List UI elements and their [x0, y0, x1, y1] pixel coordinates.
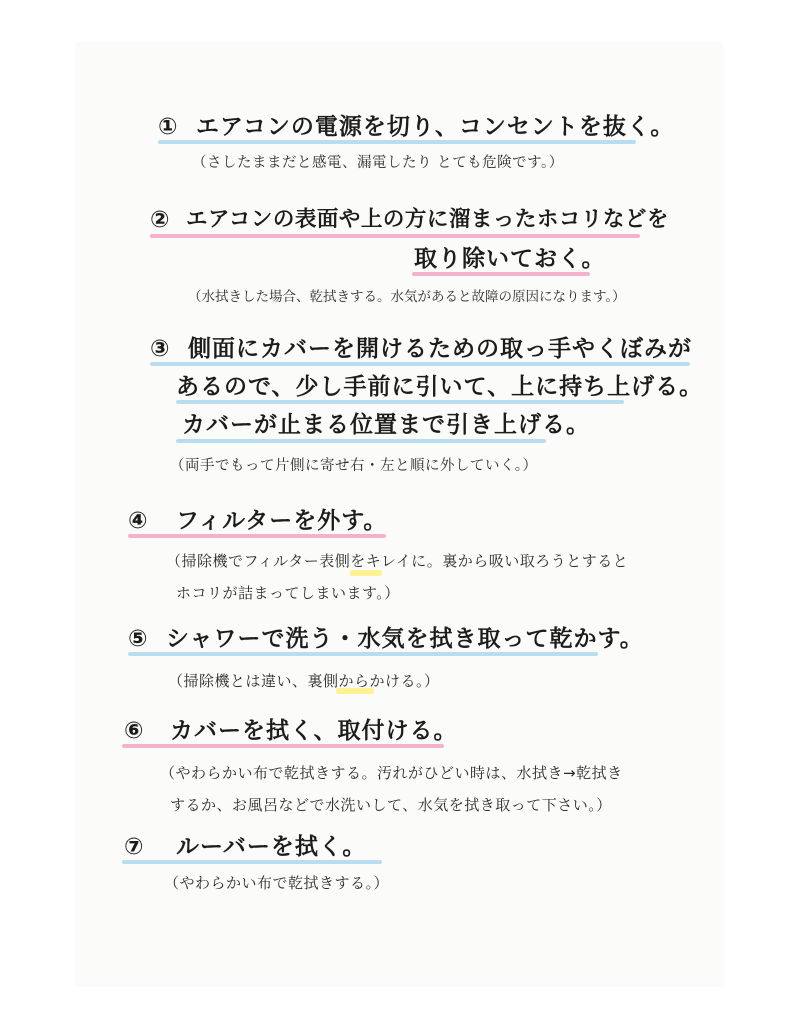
step-6-line-1: カバーを拭く、取付ける。 [170, 718, 458, 744]
note-sheet [75, 42, 723, 987]
step-2-note: （水拭きした場合、乾拭きする。水気があると故障の原因になります。） [188, 289, 626, 305]
step-4-line-1: フィルターを外す。 [176, 508, 388, 534]
step-5-line-1: シャワーで洗う・水気を拭き取って乾かす。 [166, 626, 644, 652]
step-3-line-3: カバーが止まる位置まで引き上げる。 [182, 412, 590, 438]
step-2-line-2: 取り除いておく。 [414, 246, 606, 272]
step-2-line-1: エアコンの表面や上の方に溜まったホコリなどを [186, 207, 669, 232]
step-1-line-1: エアコンの電源を切り、コンセントを抜く。 [196, 114, 675, 140]
step-4-note-line-1: （掃除機でフィルター表側をキレイに。裏から吸い取ろうとすると [166, 552, 629, 570]
step-1-note: （さしたままだと感電、漏電したり とても危険です。） [192, 155, 564, 171]
step-3-line-1: 側面にカバーを開けるための取っ手やくぼみが [188, 336, 692, 362]
step-6-number: ⑥ [124, 718, 145, 744]
step-5-number: ⑤ [128, 626, 149, 652]
step-5-note: （掃除機とは違い、裏側からかける。） [168, 672, 440, 690]
step-2-number: ② [150, 207, 171, 233]
step-4-note-line-2: ホコリが詰まってしまいます。） [176, 584, 400, 602]
step-6-note-line-2: するか、お風呂などで水洗いして、水気を拭き取って下さい。） [170, 796, 612, 814]
step-3-note: （両手でもって片側に寄せ右・左と順に外していく。） [170, 458, 538, 474]
step-7-line-1: ルーバーを拭く。 [176, 834, 367, 860]
step-1-number: ① [158, 114, 179, 140]
step-7-number: ⑦ [124, 834, 145, 860]
step-6-note-line-1: （やわらかい布で乾拭きする。汚れがひどい時は、水拭き→乾拭き [160, 764, 623, 782]
step-4-number: ④ [128, 508, 149, 534]
step-7-note: （やわらかい布で乾拭きする。） [164, 874, 390, 892]
step-3-line-2: あるので、少し手前に引いて、上に持ち上げる。 [176, 374, 704, 400]
step-3-number: ③ [150, 336, 171, 362]
